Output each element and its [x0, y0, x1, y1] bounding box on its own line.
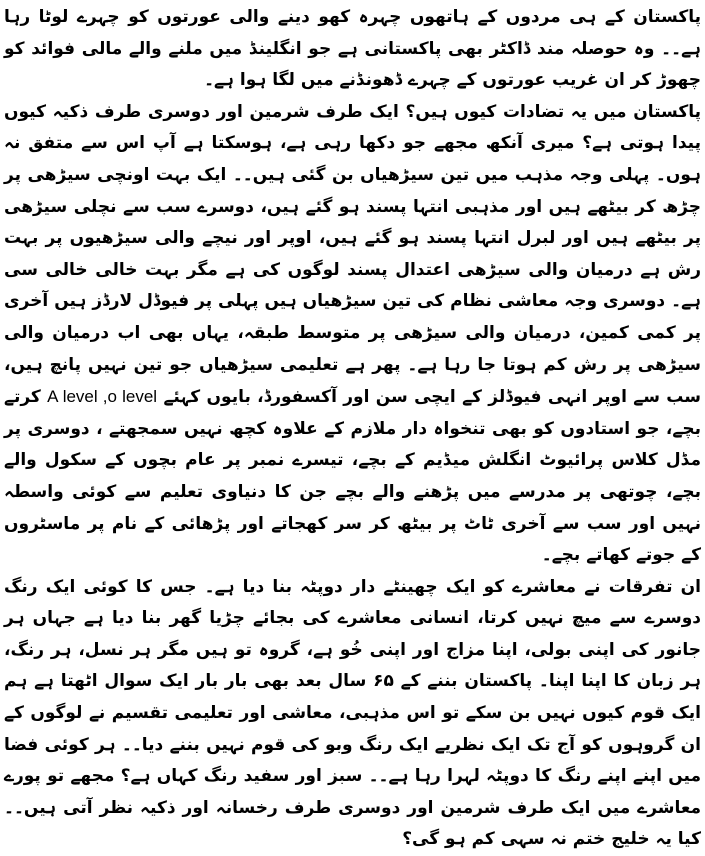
paragraph-1-text: پاکستان کے ہی مردوں کے ہاتھوں چہرہ کھو دینے والی عورتوں کو چہرے لوٹا رہا ہے۔۔ وہ حوصلہ مند ڈاکٹر بھی پاکستانی ہے جو انگلینڈ میں ملنے والے مالی فوائد کو چھوڑ کر ان غریب عورتوں کے چہرے ڈھونڈنے میں لگا ہوا ہے۔	[4, 7, 701, 91]
paragraph-2-text-continued: کرتے بچے، جو استادوں کو بھی تنخواہ دار ملازم کے علاوہ کچھ نہیں سمجھتے ، دوسری پر مڈل کلاس پرائیوٹ انگلش میڈیم کے بچے، تیسرے نمبر پر عام بچوں کے سکول والے بچے، چوتھی پر مدرسے میں پڑھنے والے بچے جن کا دنیاوی تعلیم سے کوئی واسطہ نہیں اور سب سے آخری ٹاٹ پر بیٹھ کر سر کھجاتے اور پڑھائی کے نام پر ماسٹروں کے جوتے کھاتے بچے۔	[4, 387, 701, 566]
paragraph-2	[4, 97, 701, 572]
paragraph-3-text: ان تفرقات نے معاشرے کو ایک چھینٹے دار دوپٹہ بنا دیا ہے۔ جس کا کوئی ایک رنگ دوسرے سے میچ نہیں کرتا، انسانی معاشرے کی بجائے چڑیا گھر بنا دیا ہے جہاں ہر جانور کی اپنی بولی، اپنا مزاج اور اپنی خُو ہے، گروہ تو ہیں مگر ہر نسل، ہر رنگ، ہر زبان کا اپنا اپنا۔ پاکستان بننے کے ۶۵ سال بعد بھی بار بار ایک سوال اٹھتا ہے ہم ایک قوم کیوں نہیں بن سکے تو اس مذہبی، معاشی اور تعلیمی تقسیم نے لوگوں کے ان گروہوں کو آج تک ایک نظریے ایک رنگ وبو کی قوم نہیں بننے دیا۔۔ ہر کوئی فضا میں اپنے اپنے رنگ کا دوپٹہ لہرا رہا ہے۔۔ سبز اور سفید رنگ کہاں ہے؟ مجھے تو پورے معاشرے میں ایک طرف شرمین اور دوسری طرف رخسانہ اور ذکیہ نظر آتی ہیں۔۔ کیا یہ خلیج ختم نہ سہی کم ہو گی؟	[4, 576, 701, 850]
paragraph-1	[4, 2, 701, 97]
paragraph-2-latin-text: A level ,o level	[47, 387, 158, 407]
paragraph-2-text: پاکستان میں یہ تضادات کیوں ہیں؟ ایک طرف شرمین اور دوسری طرف ذکیہ کیوں پیدا ہوتی ہے؟ میری آنکھ مجھے جو دکھا رہی ہے، ہوسکتا ہے آپ اس سے متفق نہ ہوں۔ پہلی وجہ مذہب میں تین سیڑھیاں بن گئی ہیں۔۔ ایک بہت اونچی سیڑھی پر چڑھ کر بیٹھے ہیں اور مذہبی انتہا پسند ہو گئے ہیں، دوسرے سب سے نچلی سیڑھی پر بیٹھے ہیں اور لبرل انتہا پسند ہو گئے ہیں، اوپر اور نیچے والی سیڑھیوں پر بہت رش ہے درمیان والی سیڑھی اعتدال پسند لوگوں کی ہے مگر بہت خالی خالی سی ہے۔ دوسری وجہ معاشی نظام کی تین سیڑھیاں ہیں پہلی پر فیوڈل لارڈز ہیں آخری پر کمی کمین، درمیان والی سیڑھی پر متوسط طبقہ، یہاں بھی اب درمیان والی سیڑھی پر رش کم ہوتا جا رہا ہے۔ پھر ہے تعلیمی سیڑھیاں جو تین نہیں پانچ ہیں، سب سے اوپر انہی فیوڈلز کے ایچی سن اور آکسفورڈ، بایوں کہئے	[4, 101, 702, 408]
paragraph-3	[4, 572, 701, 856]
